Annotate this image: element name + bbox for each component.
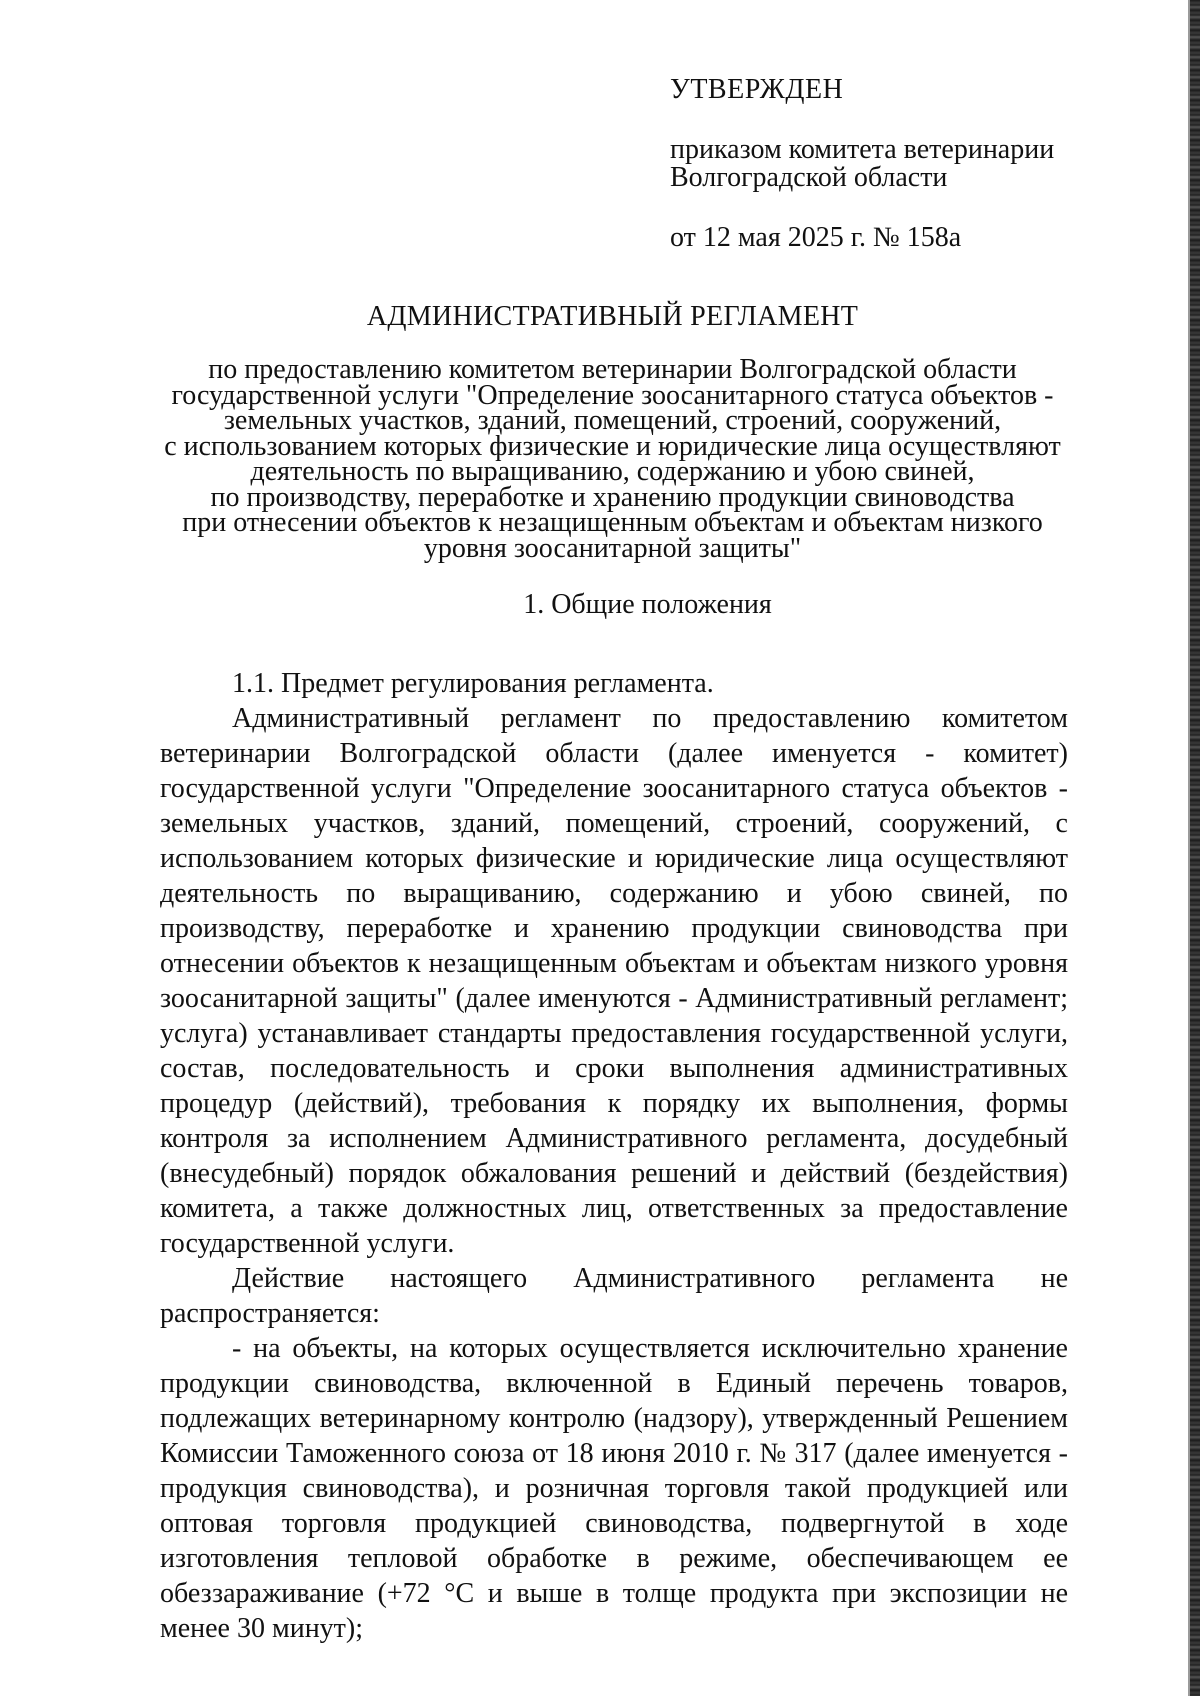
paragraph: Действие настоящего Административного регламента не распространяется: (160, 1263, 1068, 1329)
subtitle-line: с использованием которых физические и юридические лица осуществляют (164, 430, 1061, 462)
subtitle-line: уровня зоосанитарной защиты" (423, 532, 802, 564)
subtitle-line: деятельность по выращиванию, содержанию и убою свиней, (250, 456, 975, 487)
approval-block (670, 76, 1130, 252)
body-text (160, 666, 1068, 1646)
subtitle-line: государственной услуги "Определение зоосанитарного статуса объектов - (171, 379, 1054, 411)
paragraph: Административный регламент по предоставлению комитетом ветеринарии Волгоградской области (далее именуется - комитет) государственной услуги "Определение зоосанитарного статуса объектов - земельных участков, зданий, помещений, строений, сооружений, с использованием которых физические и юридические лица осуществляют деятельность по выращиванию, содержанию и убою свиней, по производству, переработке и хранению продукции свиноводства при отнесении объектов к незащищенным объектам и объектам низкого уровня зоосанитарной защиты" (далее именуются - Административный регламент; услуга) устанавливает стандарты предоставления государственной услуги, состав, последовательность и сроки выполнения административных процедур (действий), требования к порядку их выполнения, формы контроля за исполнением Административного регламента, досудебный (внесудебный) порядок обжалования решений и действий (бездействия) комитета, а также должностных лиц, ответственных за предоставление государственной услуги. (160, 703, 1068, 1259)
section-heading: 1. Общие положения (523, 589, 772, 620)
paragraph-subsection-title: 1.1. Предмет регулирования регламента. (232, 668, 714, 699)
approval-line-2: Волгоградской области (670, 162, 948, 193)
subtitle-line: по производству, переработке и хранению продукции свиноводства (210, 481, 1015, 513)
approval-title: УТВЕРЖДЕН (670, 74, 844, 105)
approval-date: от 12 мая 2025 г. № 158а (670, 222, 962, 253)
subtitle-line: по предоставлению комитетом ветеринарии Волгоградской области (208, 354, 1017, 385)
approval-line-1: приказом комитета ветеринарии (670, 134, 1055, 165)
subtitle-line: земельных участков, зданий, помещений, строений, сооружений, (223, 405, 1002, 436)
paragraph-list-item: - на объекты, на которых осуществляется исключительно хранение продукции свиноводства, включенной в Единый перечень товаров, подлежащих ветеринарному контролю (надзору), утвержденный Решением Комиссии Таможенного союза от 18 июня 2010 г. № 317 (далее именуется - продукция свиноводства), и розничная торговля такой продукцией или оптовая торговля продукцией свиноводства, подвергнутой в ходе изготовления тепловой обработке в режиме, обеспечивающем ее обеззараживание (+72 °С и выше в толще продукта при экспозиции не менее 30 минут); (160, 1333, 1068, 1644)
subtitle-line: при отнесении объектов к незащищенным объектам и объектам низкого (182, 507, 1043, 538)
document-subtitle (150, 354, 1075, 564)
document-title: АДМИНИСТРАТИВНЫЙ РЕГЛАМЕНТ (366, 301, 859, 332)
scan-edge (1190, 0, 1200, 1696)
